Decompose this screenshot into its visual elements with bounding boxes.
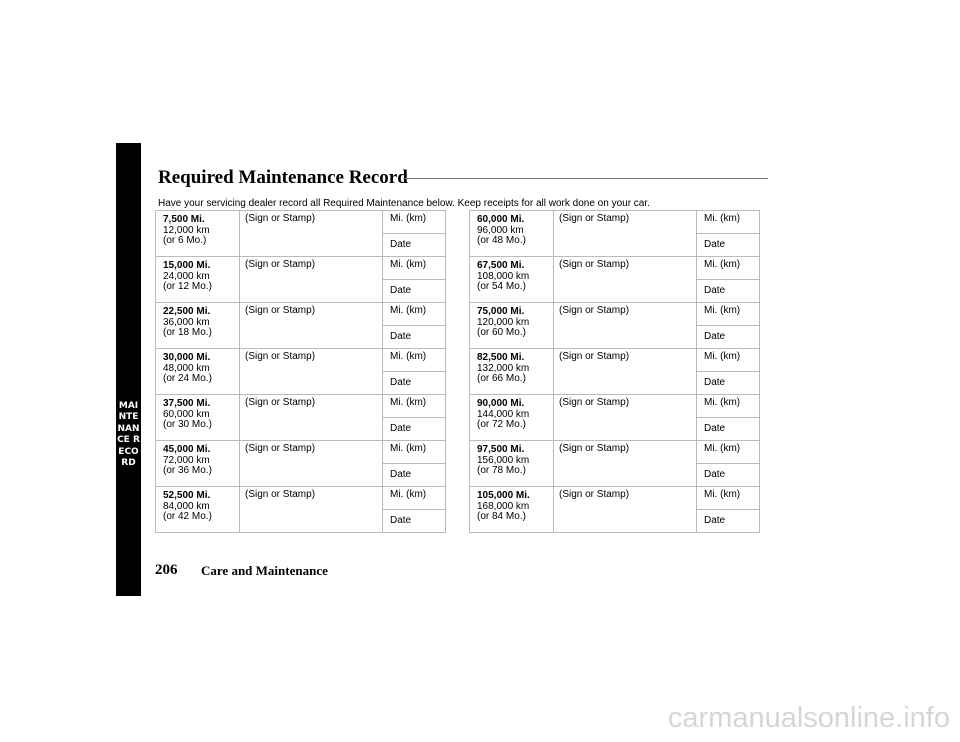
date-field[interactable]: Date	[383, 510, 446, 533]
interval-miles: 45,000 Mi.	[163, 444, 211, 455]
sign-or-stamp-field[interactable]: (Sign or Stamp)	[554, 395, 697, 441]
mileage-field[interactable]: Mi. (km)	[383, 211, 446, 234]
record-row	[470, 257, 760, 280]
interval-cell	[156, 257, 240, 303]
date-field[interactable]: Date	[383, 280, 446, 303]
sign-or-stamp-field[interactable]: (Sign or Stamp)	[240, 349, 383, 395]
record-row	[156, 303, 446, 326]
side-tab	[116, 143, 141, 596]
interval-miles: 97,500 Mi.	[477, 444, 525, 455]
mileage-field[interactable]: Mi. (km)	[383, 441, 446, 464]
date-field[interactable]: Date	[697, 510, 760, 533]
interval-km: 96,000 km	[477, 224, 524, 236]
record-row	[470, 441, 760, 464]
interval-months: (or 48 Mo.)	[477, 235, 526, 246]
date-field[interactable]: Date	[697, 234, 760, 257]
interval-cell	[156, 211, 240, 257]
interval-months: (or 84 Mo.)	[477, 511, 526, 522]
mileage-field[interactable]: Mi. (km)	[697, 487, 760, 510]
sign-or-stamp-field[interactable]: (Sign or Stamp)	[240, 441, 383, 487]
maintenance-table-right	[469, 210, 760, 533]
mileage-field[interactable]: Mi. (km)	[697, 349, 760, 372]
date-field[interactable]: Date	[697, 326, 760, 349]
interval-months: (or 6 Mo.)	[163, 235, 207, 246]
mileage-field[interactable]: Mi. (km)	[697, 395, 760, 418]
sign-or-stamp-field[interactable]: (Sign or Stamp)	[554, 487, 697, 533]
sign-or-stamp-field[interactable]: (Sign or Stamp)	[554, 211, 697, 257]
record-row	[470, 487, 760, 510]
interval-miles: 22,500 Mi.	[163, 306, 211, 317]
sign-or-stamp-field[interactable]: (Sign or Stamp)	[554, 349, 697, 395]
interval-months: (or 30 Mo.)	[163, 419, 212, 430]
interval-km: 48,000 km	[163, 362, 210, 374]
mileage-field[interactable]: Mi. (km)	[697, 257, 760, 280]
interval-months: (or 72 Mo.)	[477, 419, 526, 430]
interval-miles: 37,500 Mi.	[163, 398, 211, 409]
interval-km: 72,000 km	[163, 454, 210, 466]
interval-miles: 75,000 Mi.	[477, 306, 525, 317]
interval-km: 132,000 km	[477, 362, 530, 374]
record-row	[156, 487, 446, 510]
record-row	[470, 303, 760, 326]
record-row	[156, 257, 446, 280]
interval-cell	[470, 441, 554, 487]
interval-cell	[470, 257, 554, 303]
interval-km: 84,000 km	[163, 500, 210, 512]
interval-km: 60,000 km	[163, 408, 210, 420]
mileage-field[interactable]: Mi. (km)	[697, 441, 760, 464]
record-row	[156, 211, 446, 234]
sign-or-stamp-field[interactable]: (Sign or Stamp)	[554, 257, 697, 303]
interval-months: (or 66 Mo.)	[477, 373, 526, 384]
interval-miles: 52,500 Mi.	[163, 490, 211, 501]
mileage-field[interactable]: Mi. (km)	[383, 303, 446, 326]
title-rule	[403, 178, 768, 179]
interval-months: (or 36 Mo.)	[163, 465, 212, 476]
intro-text: Have your servicing dealer record all Required Maintenance below. Keep receipts for all work done on your car.	[158, 198, 650, 209]
interval-cell	[470, 349, 554, 395]
date-field[interactable]: Date	[383, 326, 446, 349]
interval-cell	[156, 349, 240, 395]
interval-miles: 82,500 Mi.	[477, 352, 525, 363]
mileage-field[interactable]: Mi. (km)	[697, 303, 760, 326]
interval-km: 24,000 km	[163, 270, 210, 282]
interval-months: (or 12 Mo.)	[163, 281, 212, 292]
section-title: Care and Maintenance	[201, 563, 328, 578]
interval-km: 168,000 km	[477, 500, 530, 512]
interval-cell	[470, 487, 554, 533]
page-title: Required Maintenance Record	[158, 167, 408, 188]
interval-cell	[156, 303, 240, 349]
interval-km: 108,000 km	[477, 270, 530, 282]
interval-cell	[156, 395, 240, 441]
interval-months: (or 42 Mo.)	[163, 511, 212, 522]
side-tab-label: MAINTENANCE RECORD	[117, 401, 140, 469]
date-field[interactable]: Date	[383, 372, 446, 395]
interval-miles: 67,500 Mi.	[477, 260, 525, 271]
date-field[interactable]: Date	[697, 464, 760, 487]
interval-miles: 105,000 Mi.	[477, 490, 530, 501]
sign-or-stamp-field[interactable]: (Sign or Stamp)	[240, 257, 383, 303]
interval-km: 120,000 km	[477, 316, 530, 328]
interval-months: (or 18 Mo.)	[163, 327, 212, 338]
interval-miles: 30,000 Mi.	[163, 352, 211, 363]
maintenance-table-left	[155, 210, 446, 533]
mileage-field[interactable]: Mi. (km)	[383, 395, 446, 418]
mileage-field[interactable]: Mi. (km)	[383, 487, 446, 510]
sign-or-stamp-field[interactable]: (Sign or Stamp)	[240, 211, 383, 257]
sign-or-stamp-field[interactable]: (Sign or Stamp)	[240, 303, 383, 349]
mileage-field[interactable]: Mi. (km)	[697, 211, 760, 234]
interval-months: (or 78 Mo.)	[477, 465, 526, 476]
page-number: 206	[155, 562, 178, 578]
date-field[interactable]: Date	[383, 418, 446, 441]
watermark: carmanualsonline.info	[667, 702, 950, 734]
date-field[interactable]: Date	[697, 280, 760, 303]
interval-km: 36,000 km	[163, 316, 210, 328]
record-row	[470, 211, 760, 234]
mileage-field[interactable]: Mi. (km)	[383, 349, 446, 372]
interval-cell	[470, 395, 554, 441]
interval-km: 144,000 km	[477, 408, 530, 420]
interval-miles: 7,500 Mi.	[163, 214, 205, 225]
interval-months: (or 24 Mo.)	[163, 373, 212, 384]
interval-miles: 90,000 Mi.	[477, 398, 525, 409]
page-header	[158, 167, 768, 191]
date-field[interactable]: Date	[383, 464, 446, 487]
interval-months: (or 60 Mo.)	[477, 327, 526, 338]
interval-miles: 60,000 Mi.	[477, 214, 525, 225]
interval-cell	[156, 441, 240, 487]
record-row	[156, 395, 446, 418]
interval-cell	[470, 211, 554, 257]
interval-months: (or 54 Mo.)	[477, 281, 526, 292]
sign-or-stamp-field[interactable]: (Sign or Stamp)	[240, 395, 383, 441]
record-row	[156, 441, 446, 464]
interval-cell	[470, 303, 554, 349]
record-row	[470, 349, 760, 372]
sign-or-stamp-field[interactable]: (Sign or Stamp)	[240, 487, 383, 533]
date-field[interactable]: Date	[697, 418, 760, 441]
sign-or-stamp-field[interactable]: (Sign or Stamp)	[554, 303, 697, 349]
record-row	[156, 349, 446, 372]
interval-cell	[156, 487, 240, 533]
sign-or-stamp-field[interactable]: (Sign or Stamp)	[554, 441, 697, 487]
record-row	[470, 395, 760, 418]
interval-km: 12,000 km	[163, 224, 210, 236]
interval-km: 156,000 km	[477, 454, 530, 466]
date-field[interactable]: Date	[697, 372, 760, 395]
mileage-field[interactable]: Mi. (km)	[383, 257, 446, 280]
date-field[interactable]: Date	[383, 234, 446, 257]
interval-miles: 15,000 Mi.	[163, 260, 211, 271]
